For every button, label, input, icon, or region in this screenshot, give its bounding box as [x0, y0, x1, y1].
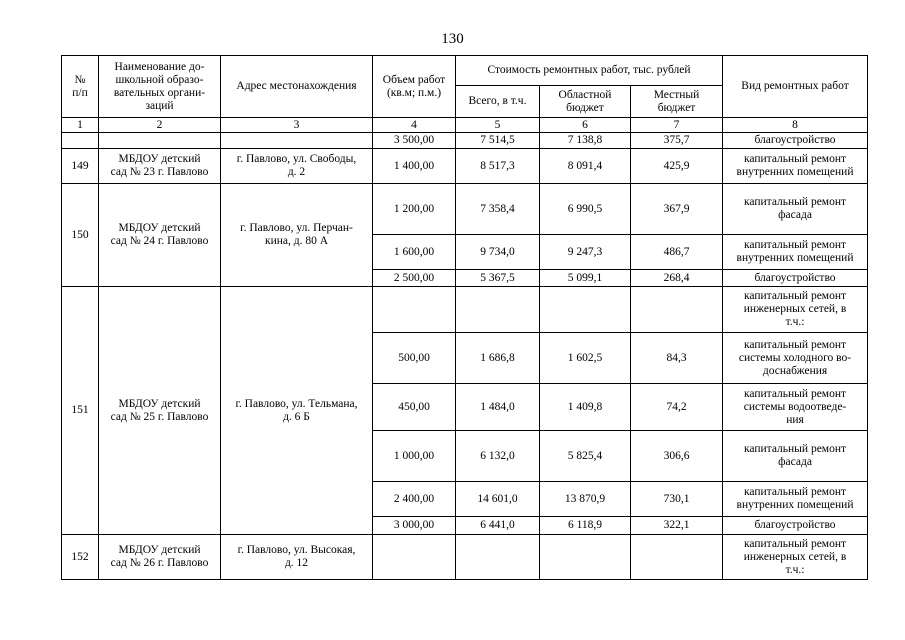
cell-org-name: МБДОУ детский сад № 25 г. Павлово [99, 287, 221, 535]
cell-num: 151 [62, 287, 99, 535]
col-num-5: 5 [456, 118, 540, 133]
cell-volume: 3 500,00 [373, 133, 456, 149]
cell-org-name: МБДОУ детский сад № 23 г. Павлово [99, 149, 221, 184]
header-address: Адрес местонахождения [221, 56, 373, 118]
table-row [62, 149, 868, 184]
table-row [62, 133, 868, 149]
cell-regional: 6 990,5 [540, 184, 631, 235]
cell-local: 306,6 [631, 431, 723, 482]
cell-volume: 1 000,00 [373, 431, 456, 482]
cell-regional: 1 409,8 [540, 384, 631, 431]
cell-num: 149 [62, 149, 99, 184]
cell-total: 14 601,0 [456, 482, 540, 517]
col-num-7: 7 [631, 118, 723, 133]
col-num-2: 2 [99, 118, 221, 133]
cell-total: 7 514,5 [456, 133, 540, 149]
cell-regional [540, 535, 631, 580]
cell-address: г. Павлово, ул. Свободы, д. 2 [221, 149, 373, 184]
cell-volume: 2 500,00 [373, 270, 456, 287]
cell-work-type: капитальный ремонт внутренних помещений [723, 482, 868, 517]
cell-total: 8 517,3 [456, 149, 540, 184]
cell-work-type: капитальный ремонт внутренних помещений [723, 149, 868, 184]
cell-total [456, 535, 540, 580]
cell-local: 375,7 [631, 133, 723, 149]
cell-regional: 8 091,4 [540, 149, 631, 184]
table-row [62, 184, 868, 235]
table-row [62, 287, 868, 333]
cell-work-type: капитальный ремонт системы холодного во- доснабжения [723, 333, 868, 384]
header-name: Наименование до- школьной образо- вательных органи- заций [99, 56, 221, 118]
header-volume: Объем работ (кв.м; п.м.) [373, 56, 456, 118]
header-work-type: Вид ремонтных работ [723, 56, 868, 118]
cell-work-type: благоустройство [723, 133, 868, 149]
cell-local: 730,1 [631, 482, 723, 517]
header-row-1 [62, 56, 868, 86]
cell-volume: 2 400,00 [373, 482, 456, 517]
cell-num: 150 [62, 184, 99, 287]
cell-work-type: капитальный ремонт фасада [723, 184, 868, 235]
cell-work-type: капитальный ремонт инженерных сетей, в т.ч.: [723, 535, 868, 580]
cell-address: г. Павлово, ул. Перчан- кина, д. 80 А [221, 184, 373, 287]
cell-total: 1 484,0 [456, 384, 540, 431]
header-total: Всего, в т.ч. [456, 86, 540, 118]
cell-total: 5 367,5 [456, 270, 540, 287]
cell-total: 6 132,0 [456, 431, 540, 482]
page-number: 130 [441, 31, 464, 47]
repair-works-table [61, 55, 868, 580]
col-num-1: 1 [62, 118, 99, 133]
header-local: Местный бюджет [631, 86, 723, 118]
cell-total: 7 358,4 [456, 184, 540, 235]
cell-work-type: капитальный ремонт инженерных сетей, в т.ч.: [723, 287, 868, 333]
column-numbers-row [62, 118, 868, 133]
cell-volume: 450,00 [373, 384, 456, 431]
cell-local: 74,2 [631, 384, 723, 431]
cell-volume: 500,00 [373, 333, 456, 384]
cell-total: 1 686,8 [456, 333, 540, 384]
cell-regional: 7 138,8 [540, 133, 631, 149]
cell-volume [373, 535, 456, 580]
cell-total: 6 441,0 [456, 517, 540, 535]
cell-volume: 1 400,00 [373, 149, 456, 184]
cell-org-name: МБДОУ детский сад № 24 г. Павлово [99, 184, 221, 287]
cell-local: 84,3 [631, 333, 723, 384]
cell-address: г. Павлово, ул. Тельмана, д. 6 Б [221, 287, 373, 535]
cell-work-type: капитальный ремонт системы водоотведе- ния [723, 384, 868, 431]
cell-total [456, 287, 540, 333]
cell-local: 268,4 [631, 270, 723, 287]
col-num-3: 3 [221, 118, 373, 133]
cell-local: 322,1 [631, 517, 723, 535]
header-regional: Областной бюджет [540, 86, 631, 118]
cell-local: 367,9 [631, 184, 723, 235]
cell-regional: 5 099,1 [540, 270, 631, 287]
cell-regional: 9 247,3 [540, 235, 631, 270]
header-cost-group: Стоимость ремонтных работ, тыс. рублей [456, 56, 723, 86]
cell-num: 152 [62, 535, 99, 580]
cell-volume: 3 000,00 [373, 517, 456, 535]
col-num-4: 4 [373, 118, 456, 133]
cell-org-name: МБДОУ детский сад № 26 г. Павлово [99, 535, 221, 580]
header-num: № п/п [62, 56, 99, 118]
cell-regional: 6 118,9 [540, 517, 631, 535]
cell-work-type: капитальный ремонт фасада [723, 431, 868, 482]
cell-volume [373, 287, 456, 333]
cell-work-type: капитальный ремонт внутренних помещений [723, 235, 868, 270]
cell-local [631, 535, 723, 580]
cell-volume: 1 600,00 [373, 235, 456, 270]
cell-work-type: благоустройство [723, 517, 868, 535]
cell-local: 425,9 [631, 149, 723, 184]
cell-work-type: благоустройство [723, 270, 868, 287]
cell-regional: 5 825,4 [540, 431, 631, 482]
cell-volume: 1 200,00 [373, 184, 456, 235]
cell-total: 9 734,0 [456, 235, 540, 270]
col-num-6: 6 [540, 118, 631, 133]
cell-regional: 1 602,5 [540, 333, 631, 384]
cell-local: 486,7 [631, 235, 723, 270]
col-num-8: 8 [723, 118, 868, 133]
table-row [62, 535, 868, 580]
cell-regional: 13 870,9 [540, 482, 631, 517]
cell-local [631, 287, 723, 333]
cell-address: г. Павлово, ул. Высокая, д. 12 [221, 535, 373, 580]
cell-regional [540, 287, 631, 333]
